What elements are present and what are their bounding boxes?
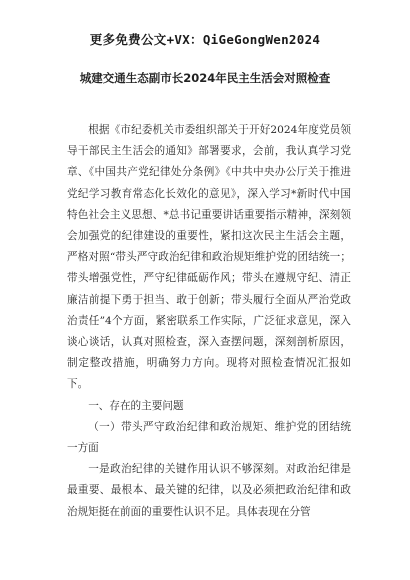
section-heading: 一、存在的主要问题 bbox=[88, 399, 184, 412]
document-body bbox=[67, 120, 351, 523]
problem-paragraph: 一是政治纪律的关键作用认识不够深刻。对政治纪律是最重要、最根本、最关键的纪律，以及必须把政治纪律和政治规矩挺在前面的重要性认识不足。具体表现在分管 bbox=[67, 463, 351, 518]
sub-heading: （一）带头严守政治纪律和政治规矩、维护党的团结统一方面 bbox=[67, 420, 351, 455]
document-title: 城建交通生态副市长2024年民主生活会对照检查 bbox=[79, 71, 331, 85]
watermark-text: 更多免费公文+VX：QiGeGongWen2024 bbox=[89, 32, 321, 47]
intro-paragraph: 根据《市纪委机关市委组织部关于开好2024年度党员领导干部民主生活会的通知》部署要求，会前，我认真学习党章、《中国共产党纪律处分条例》《中共中央办公厅关于推进党纪学习教育常态化长效化的意见》，深入学习*新时代中国特色社会主义思想、*总书记重要讲话重要指示精神，深刻领会加强党的纪律建设的重要性，紧扣这次民主生活会主题，严格对照“带头严守政治纪律和政治规矩维护党的团结统一；带头增强党性，严守纪律砥砺作风；带头在遵规守纪、清正廉洁前提下勇于担当、敢于创新；带头履行全面从严治党政治责任”4个方面，紧密联系工作实际，广泛征求意见，深入谈心谈话，认真对照检查，深入查摆问题，深刻剖析原因，制定整改措施，明确努力方向。现将对照检查情况汇报如下。 bbox=[67, 124, 351, 391]
